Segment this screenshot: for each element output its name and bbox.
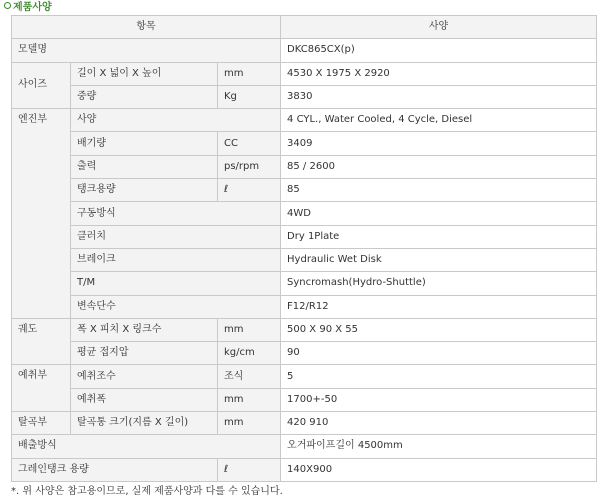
table-row (12, 295, 597, 318)
table-row (12, 62, 597, 85)
group-label: 궤도 (12, 318, 71, 365)
row-unit: CC (218, 132, 281, 155)
section-title (4, 2, 52, 14)
row-label: 폭 X 피치 X 링크수 (71, 318, 218, 341)
row-label: 그레인탱크 용량 (12, 458, 218, 481)
table-row (12, 318, 597, 341)
table-header-row (12, 16, 597, 39)
row-value: 85 / 2600 (281, 155, 597, 178)
header-item: 항목 (12, 16, 281, 39)
row-value: 오거파이프길이 4500mm (281, 435, 597, 458)
table-row (12, 388, 597, 411)
row-value: 1700+-50 (281, 388, 597, 411)
row-value: 85 (281, 179, 597, 202)
table-row (12, 248, 597, 271)
row-value: Syncromash(Hydro-Shuttle) (281, 272, 597, 295)
table-row (12, 109, 597, 132)
table-row (12, 202, 597, 225)
row-value: 420 910 (281, 412, 597, 435)
row-value: 500 X 90 X 55 (281, 318, 597, 341)
row-unit: mm (218, 62, 281, 85)
row-label: 배기량 (71, 132, 218, 155)
row-label: 출력 (71, 155, 218, 178)
footnote: *. 위 사양은 참고용이므로, 실제 제품사양과 다를 수 있습니다. (11, 486, 283, 497)
row-value: 3830 (281, 85, 597, 108)
row-unit: ℓ (218, 458, 281, 481)
row-value: Dry 1Plate (281, 225, 597, 248)
spec-table (11, 15, 597, 482)
row-value: 5 (281, 365, 597, 388)
row-unit: ps/rpm (218, 155, 281, 178)
row-label: 길이 X 넓이 X 높이 (71, 62, 218, 85)
row-value: Hydraulic Wet Disk (281, 248, 597, 271)
group-label: 탈곡부 (12, 412, 71, 435)
row-value: 90 (281, 342, 597, 365)
section-title-text: 제품사양 (13, 2, 52, 13)
table-row (12, 225, 597, 248)
row-value: 4WD (281, 202, 597, 225)
table-row (12, 272, 597, 295)
group-label: 예취부 (12, 365, 71, 412)
row-label: 사양 (71, 109, 281, 132)
row-unit: 조식 (218, 365, 281, 388)
row-value: 3409 (281, 132, 597, 155)
row-value: 4530 X 1975 X 2920 (281, 62, 597, 85)
row-unit: mm (218, 388, 281, 411)
group-label: 사이즈 (12, 62, 71, 109)
row-unit: mm (218, 412, 281, 435)
table-row (12, 365, 597, 388)
row-unit: Kg (218, 85, 281, 108)
row-label: 예취폭 (71, 388, 218, 411)
row-value: DKC865CX(p) (281, 39, 597, 62)
table-row (12, 39, 597, 62)
table-row (12, 412, 597, 435)
row-label: 탱크용량 (71, 179, 218, 202)
row-label: 구동방식 (71, 202, 281, 225)
row-label: 브레이크 (71, 248, 281, 271)
row-unit: ℓ (218, 179, 281, 202)
row-label: T/M (71, 272, 281, 295)
table-row (12, 435, 597, 458)
table-row (12, 179, 597, 202)
header-spec: 사양 (281, 16, 597, 39)
row-unit: kg/cm (218, 342, 281, 365)
row-label: 모델명 (12, 39, 281, 62)
row-value: 4 CYL., Water Cooled, 4 Cycle, Diesel (281, 109, 597, 132)
row-value: F12/R12 (281, 295, 597, 318)
table-row (12, 458, 597, 481)
row-label: 평균 접지압 (71, 342, 218, 365)
table-row (12, 342, 597, 365)
row-label: 중량 (71, 85, 218, 108)
row-label: 변속단수 (71, 295, 281, 318)
row-unit: mm (218, 318, 281, 341)
row-label: 클러치 (71, 225, 281, 248)
group-label: 엔진부 (12, 109, 71, 319)
row-label: 예취조수 (71, 365, 218, 388)
bullet-icon (4, 2, 11, 9)
table-row (12, 132, 597, 155)
table-row (12, 85, 597, 108)
table-row (12, 155, 597, 178)
row-label: 배출방식 (12, 435, 281, 458)
row-label: 탈곡통 크기(지름 X 길이) (71, 412, 218, 435)
row-value: 140X900 (281, 458, 597, 481)
